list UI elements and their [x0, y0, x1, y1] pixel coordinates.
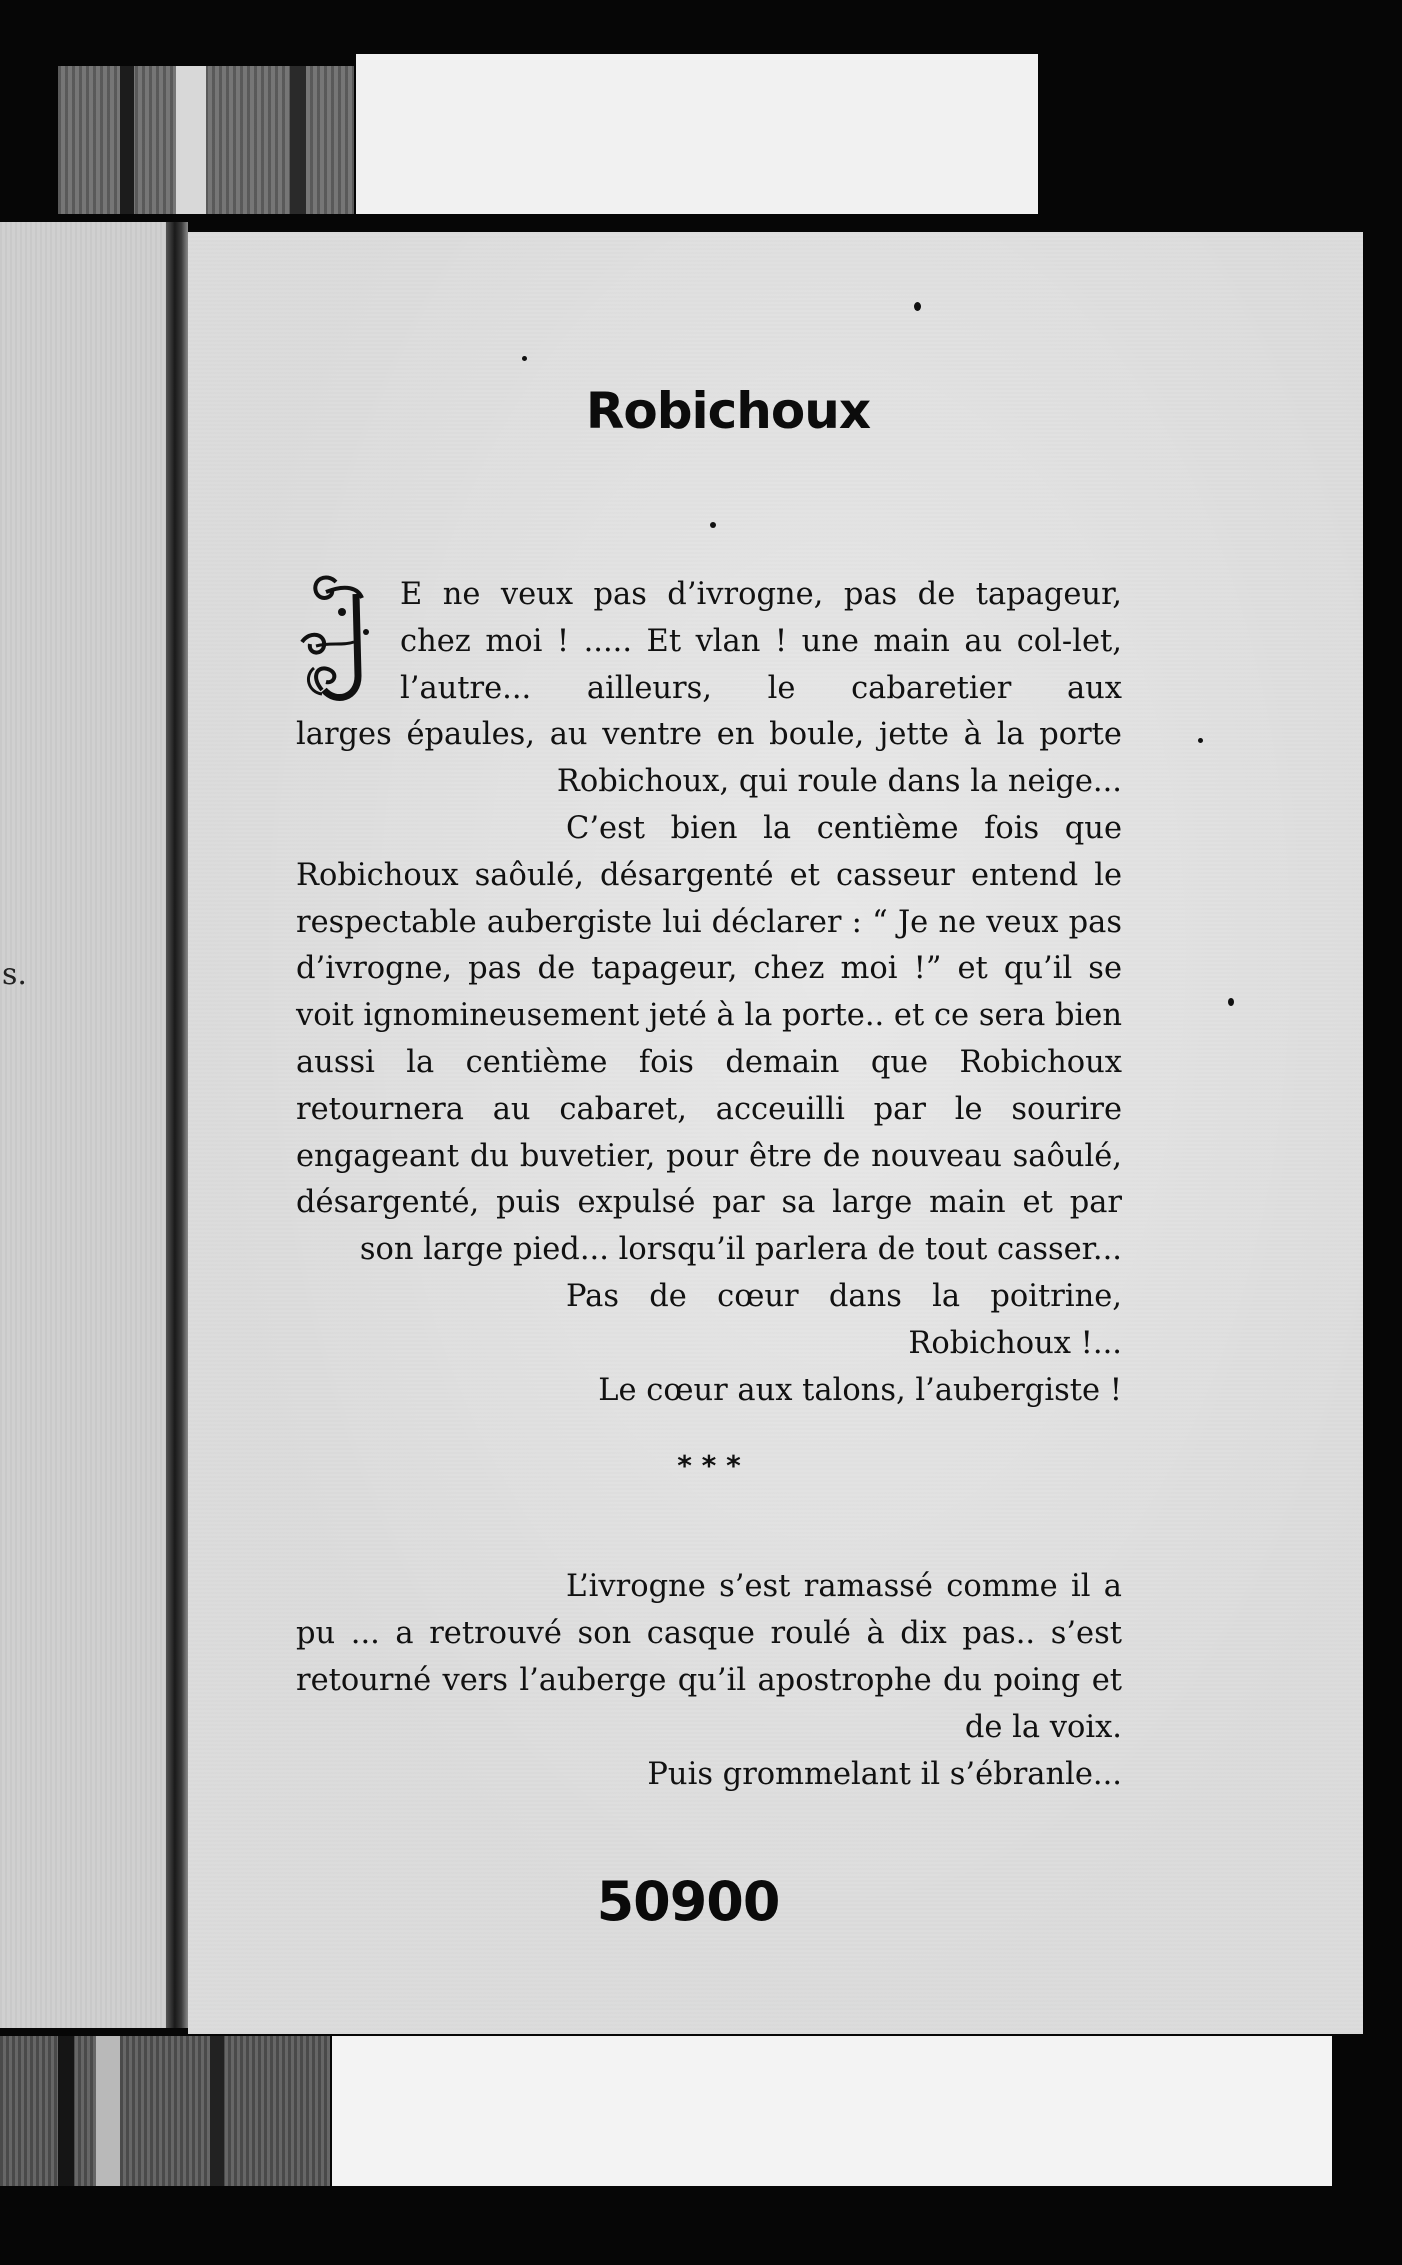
bottom-binding-strip — [0, 2036, 330, 2186]
speck — [1228, 998, 1234, 1006]
asterism-glyph: * * * — [677, 1449, 741, 1483]
binding-stripe — [120, 66, 134, 214]
opening-paragraph — [296, 572, 1122, 806]
speck — [914, 302, 921, 311]
ornamental-dropcap-icon — [296, 572, 392, 712]
adjacent-page-edge — [0, 222, 175, 2028]
paragraph: Le cœur aux talons, l’aubergiste ! — [598, 1372, 1122, 1408]
body-text — [296, 572, 1122, 1798]
paragraph: Puis grommelant il s’ébranle... — [647, 1756, 1122, 1792]
book-gutter — [166, 222, 188, 2028]
page-number: 50900 — [596, 1870, 780, 1933]
opening-paragraph-rest: larges épaules, au ventre en boule, jette à la porte Robichoux, qui roule dans la neige... — [296, 717, 1122, 800]
binding-stripe — [58, 2036, 74, 2186]
paragraph: Pas de cœur dans la poitrine, Robichoux !... — [566, 1278, 1122, 1361]
adjacent-page-text-fragment: s. — [2, 957, 27, 992]
binding-stripe — [96, 2036, 120, 2186]
speck — [1198, 738, 1203, 743]
speck — [710, 522, 716, 528]
speck — [522, 356, 527, 361]
paragraph: L’ivrogne s’est ramassé comme il a pu ... a retrouvé son casque roulé à dix pas.. s’est retourné vers l’auberge qu’il apostrophe du poing et de la voix. — [296, 1569, 1122, 1745]
binding-stripe — [210, 2036, 224, 2186]
top-blank-strip — [356, 54, 1038, 214]
binding-stripe — [290, 66, 306, 214]
binding-stripe — [176, 66, 206, 214]
opening-paragraph-head: E ne veux pas d’ivrogne, pas de tapageur, chez moi ! ..... Et vlan ! une main au col-let, l’autre... ailleurs, le cabaretier aux — [400, 577, 1122, 706]
paragraph: C’est bien la centième fois que Robichoux saôulé, désargenté et casseur entend le respectable aubergiste lui déclarer : “ Je ne veux pas d’ivrogne, pas de tapageur, chez moi !” et qu’il se voit ignomineusement jeté à la porte.. et ce sera bien aussi la centième fois demain que Robichoux retournera au cabaret, acceuilli par le sourire engageant du buvetier, pour être de nouveau saôulé, désargenté, puis expulsé par sa large main et par son large pied... lorsqu’il parlera de tout casser... — [296, 810, 1122, 1268]
page-title: Robichoux — [585, 382, 871, 440]
book-page — [188, 232, 1363, 2034]
bottom-blank-strip — [332, 2036, 1332, 2186]
section-break-asterism — [296, 1414, 1122, 1564]
top-binding-strip — [58, 66, 354, 214]
